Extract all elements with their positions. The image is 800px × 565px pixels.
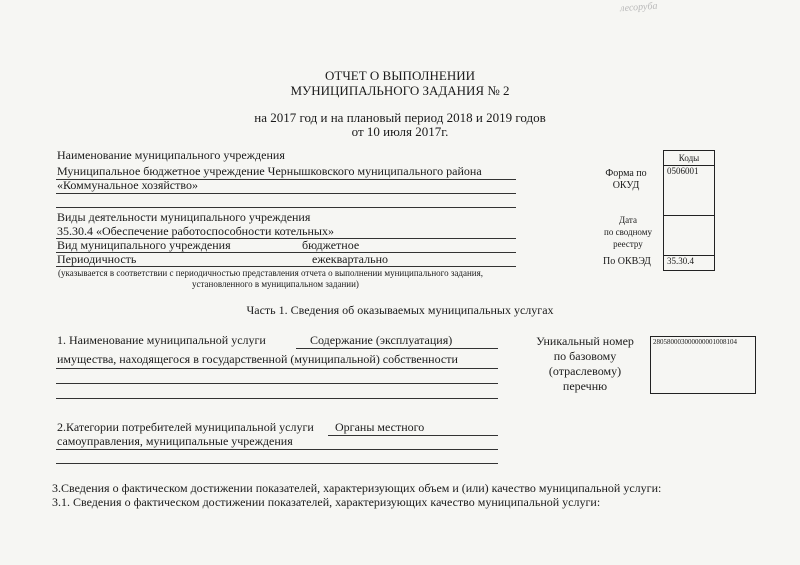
- okud-value-cell: [664, 165, 714, 215]
- unique-number-label: [530, 334, 640, 394]
- underline: [56, 193, 516, 194]
- institution-name-line2: «Коммунальное хозяйство»: [57, 178, 198, 192]
- institution-name-line1: Муниципальное бюджетное учреждение Чернышковского муниципального района: [57, 164, 482, 178]
- underline: [56, 266, 516, 267]
- consumers-value-line2: самоуправления, муниципальные учреждения: [57, 434, 293, 448]
- okved-value-cell: [664, 255, 714, 270]
- unique-number-box: [650, 336, 756, 394]
- underline: [328, 435, 498, 436]
- okud-label-line2: ОКУД: [612, 180, 640, 191]
- okved-value: 35.30.4: [667, 256, 694, 266]
- section3-heading: 3.Сведения о фактическом достижении показателей, характеризующих объем и (или) качество муниципальной услуги:: [52, 481, 662, 495]
- activities-label: Виды деятельности муниципального учреждения: [57, 210, 311, 224]
- unique-label-line4: перечню: [562, 379, 608, 393]
- periodicity-note-line2: установленного в муниципальном задании): [192, 279, 359, 289]
- type-value: бюджетное: [302, 238, 360, 252]
- underline: [56, 368, 498, 369]
- consumers-value-line1: Органы местного: [335, 420, 425, 434]
- date-label-line2: по сводному: [604, 227, 652, 237]
- okud-label: [596, 168, 656, 192]
- underline: [56, 463, 498, 464]
- underline: [56, 383, 498, 384]
- unique-label-line3: (отраслевому): [548, 364, 622, 378]
- date-label-line3: реестру: [613, 239, 643, 249]
- codes-table: [663, 150, 715, 271]
- date-label: [592, 214, 664, 250]
- underline: [56, 449, 498, 450]
- activity-value: 35.30.4 «Обеспечение работоспособности котельных»: [57, 224, 334, 238]
- part1-title: Часть 1. Сведения об оказываемых муниципальных услугах: [246, 303, 554, 317]
- unique-number-value: 280580003000000001008104: [653, 338, 737, 346]
- service-value-line2: имущества, находящегося в государственной (муниципальной) собственности: [57, 352, 458, 366]
- periodicity-label: Периодичность: [57, 252, 137, 266]
- report-period: на 2017 год и на плановый период 2018 и 2019 годов: [254, 110, 546, 125]
- handwritten-mark: лесоруба: [619, 0, 658, 15]
- codes-header: Коды: [678, 153, 700, 163]
- date-label-line1: Дата: [619, 215, 637, 225]
- report-date: от 10 июля 2017г.: [351, 124, 449, 139]
- service-value-line1: Содержание (эксплуатация): [310, 333, 453, 347]
- section31-heading: 3.1. Сведения о фактическом достижении показателей, характеризующих качество муниципальной услуги:: [52, 495, 601, 509]
- report-title-line1: ОТЧЕТ О ВЫПОЛНЕНИИ: [325, 68, 475, 83]
- underline: [296, 348, 498, 349]
- consumers-label: 2.Категории потребителей муниципальной услуги: [57, 420, 314, 434]
- periodicity-value: ежеквартально: [312, 252, 388, 266]
- service-label: 1. Наименование муниципальной услуги: [57, 333, 266, 347]
- institution-label: Наименование муниципального учреждения: [57, 148, 285, 162]
- underline: [56, 398, 498, 399]
- okud-label-line1: Форма по: [605, 168, 647, 179]
- unique-label-line2: по базовому: [553, 349, 617, 363]
- type-label: Вид муниципального учреждения: [57, 238, 231, 252]
- okud-value: 0506001: [667, 166, 699, 176]
- okved-label: По ОКВЭД: [603, 256, 651, 267]
- underline: [56, 207, 516, 208]
- periodicity-note-line1: (указывается в соответствии с периодичностью представления отчета о выполнении муниципального задания,: [58, 268, 483, 278]
- date-value-cell: [664, 215, 714, 255]
- unique-label-line1: Уникальный номер: [536, 334, 634, 348]
- report-title-line2: МУНИЦИПАЛЬНОГО ЗАДАНИЯ № 2: [290, 83, 510, 98]
